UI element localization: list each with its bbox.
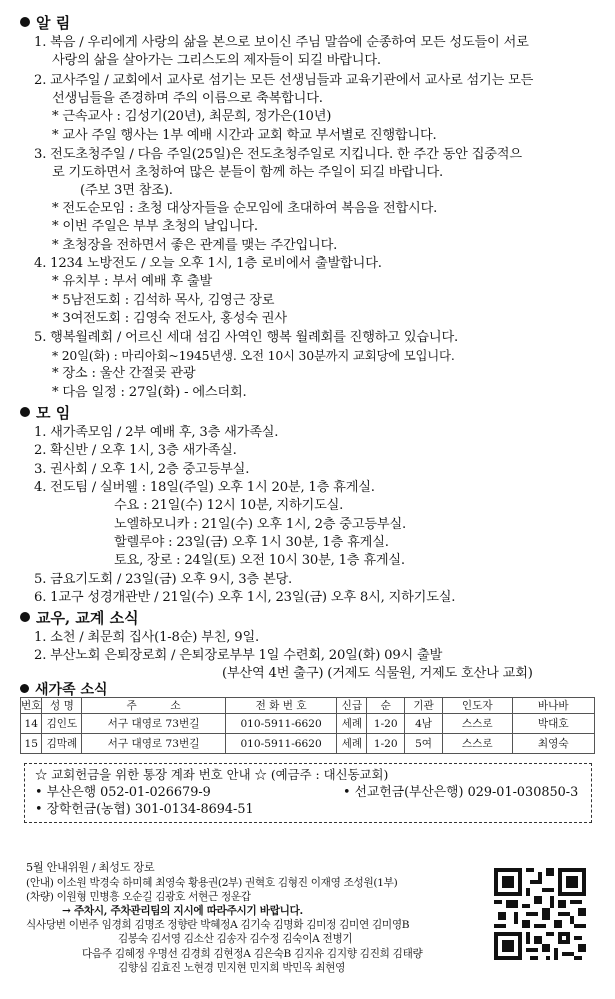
meeting-line: 할렐루야 : 23일(금) 오후 1시 30분, 1층 휴게실. <box>114 535 389 550</box>
notice-line: * 교사 주일 행사는 1부 예배 시간과 교회 학교 부서별로 진행합니다. <box>52 128 437 143</box>
footer-line: 김봉숙 김서영 김소산 김송자 김수정 김숙이A 전병기 <box>118 933 353 945</box>
account-item: • 선교헌금(부산은행) 029-01-030850-3 <box>343 785 579 800</box>
bullet-dot-icon <box>20 407 30 417</box>
qr-code-icon <box>494 868 586 960</box>
notice-line: 사랑의 삶을 살아가는 그리스도의 제자들이 되길 바랍니다. <box>52 53 381 68</box>
table-header: 주 소 <box>82 698 225 714</box>
notice-line: * 전도순모임 : 초청 대상자들을 순모임에 초대하여 복음을 전합시다. <box>52 201 438 216</box>
table-cell: 김막례 <box>42 734 82 754</box>
news-line: (부산역 4번 출구) (거제도 식물원, 거제도 호산나 교회) <box>222 666 533 681</box>
notice-line: 1. 복음 / 우리에게 사랑의 삶을 본으로 보이신 주님 말씀에 순종하여 모든 성도들이 서로 <box>34 35 529 50</box>
table-cell: 1-20 <box>367 734 405 754</box>
bullet-dot-icon <box>20 684 29 693</box>
section-church-news-title: 교우, 교계 소식 <box>20 609 139 627</box>
footer-line: 식사당번 이번주 임경희 김명조 정향란 박혜정A 김기숙 김명화 김미정 김미연 김미영B <box>26 919 410 931</box>
table-cell: 1-20 <box>367 714 405 734</box>
table-cell: 5여 <box>405 734 443 754</box>
section-new-family-title: 새가족 소식 <box>20 681 108 699</box>
notice-line: 3. 전도초청주일 / 다음 주일(25일)은 전도초청주일로 지킵니다. 한 주간 동안 집중적으 <box>34 147 522 162</box>
notice-line: * 이번 주일은 부부 초청의 날입니다. <box>52 219 258 234</box>
bullet-dot-icon <box>20 612 30 622</box>
news-line: 1. 소천 / 최문희 집사(1-8순) 부친, 9일. <box>34 630 260 645</box>
table-header: 성 명 <box>42 698 82 714</box>
table-cell: 14 <box>21 714 42 734</box>
account-info-title: ☆ 교회헌금을 위한 통장 계좌 번호 안내 ☆ (예금주 : 대신동교회) <box>35 767 389 782</box>
notice-line: * 3여전도회 : 김영숙 전도사, 홍성숙 권사 <box>52 311 287 326</box>
notice-line: * 다음 일정 : 27일(화) - 에스더회. <box>52 385 247 400</box>
account-item: • 부산은행 052-01-026679-9 <box>35 785 211 800</box>
meeting-line: 2. 확신반 / 오후 1시, 3층 새가족실. <box>34 443 237 458</box>
meeting-line: 노엘하모니카 : 21일(수) 오후 1시, 2층 중고등부실. <box>114 517 406 532</box>
footer-parking-note: → 주차시, 주차관리팀의 지시에 따라주시기 바랍니다. <box>62 905 303 917</box>
account-info-box <box>24 763 592 823</box>
table-cell: 010-5911-6620 <box>225 714 337 734</box>
table-cell: 스스로 <box>442 714 512 734</box>
notice-line: 선생님들을 존경하며 주의 이름으로 축복합니다. <box>52 91 323 106</box>
notice-line: 로 기도하면서 초청하여 많은 분들이 함께 하는 주일이 되길 바랍니다. <box>52 165 444 180</box>
notice-line: * 20일(화) : 마리아회~1945년생. 오전 10시 30분까지 교회당에 모입니다. <box>52 348 455 363</box>
bullet-dot-icon <box>20 17 30 27</box>
notice-line: 4. 1234 노방전도 / 오늘 오후 1시, 1층 로비에서 출발합니다. <box>34 256 382 271</box>
footer-ushers-title: 5월 안내위원 / 최성도 장로 <box>26 861 155 874</box>
table-header: 번호 <box>21 698 42 714</box>
notice-line: * 초청장을 전하면서 좋은 관계를 맺는 주간입니다. <box>52 238 338 253</box>
table-cell: 15 <box>21 734 42 754</box>
notice-line: * 유치부 : 부서 예배 후 출발 <box>52 274 212 289</box>
table-header: 신급 <box>337 698 367 714</box>
section-notices-title: 알 림 <box>20 14 70 32</box>
notice-line: 5. 행복월례회 / 어르신 세대 섬김 사역인 행복 월례회를 진행하고 있습니다. <box>34 330 458 345</box>
meeting-line: 1. 새가족모임 / 2부 예배 후, 3층 새가족실. <box>34 425 279 440</box>
news-line: 2. 부산노회 은퇴장로회 / 은퇴장로부부 1일 수련회, 20일(화) 09시 출발 <box>34 648 443 663</box>
table-header: 기관 <box>405 698 443 714</box>
footer-line: (안내) 이소원 박경숙 하미혜 최영숙 황용권(2부) 권혁호 김형진 이재영 조성원(1부) <box>26 877 398 889</box>
table-row <box>21 714 595 734</box>
table-cell: 세례 <box>337 734 367 754</box>
footer-line: 김향심 김효진 노현경 민지현 민지희 박민옥 최현영 <box>118 962 346 974</box>
table-cell: 서구 대영로 73번길 <box>82 714 225 734</box>
table-header: 전 화 번 호 <box>225 698 337 714</box>
notice-line: * 5남전도회 : 김석하 목사, 김영근 장로 <box>52 293 275 308</box>
meeting-line: 토요, 장로 : 24일(토) 오전 10시 30분, 1층 휴게실. <box>114 553 405 568</box>
table-header: 바나바 <box>512 698 594 714</box>
new-family-table <box>20 697 595 754</box>
table-cell: 010-5911-6620 <box>225 734 337 754</box>
meeting-line: 4. 전도팀 / 실버웰 : 18일(주일) 오후 1시 20분, 1층 휴게실. <box>34 480 375 495</box>
notice-line: * 근속교사 : 김성기(20년), 최문희, 정가은(10년) <box>52 109 332 124</box>
table-header-row <box>21 698 595 714</box>
table-row <box>21 734 595 754</box>
table-cell: 김인도 <box>42 714 82 734</box>
table-cell: 세례 <box>337 714 367 734</box>
meeting-line: 5. 금요기도회 / 23일(금) 오후 9시, 3층 본당. <box>34 572 293 587</box>
notice-line: 2. 교사주일 / 교회에서 교사로 섬기는 모든 선생님들과 교육기관에서 교사로 섬기는 모든 <box>34 73 534 88</box>
table-header: 인도자 <box>442 698 512 714</box>
meeting-line: 3. 권사회 / 오후 1시, 2층 중고등부실. <box>34 462 250 477</box>
meeting-line: 수요 : 21일(수) 12시 10분, 지하기도실. <box>114 498 344 513</box>
table-cell: 박대호 <box>512 714 594 734</box>
table-cell: 스스로 <box>442 734 512 754</box>
footer-line: (차량) 이원형 민병흥 오순길 김광호 서현근 정운갑 <box>26 891 251 903</box>
table-cell: 4남 <box>405 714 443 734</box>
account-item: • 장학헌금(농협) 301-0134-8694-51 <box>35 802 254 817</box>
notice-line: (주보 3면 참조). <box>80 183 173 198</box>
notice-line: * 장소 : 울산 간절곶 관광 <box>52 366 196 381</box>
table-cell: 서구 대영로 73번길 <box>82 734 225 754</box>
section-meetings-title: 모 임 <box>20 404 70 422</box>
meeting-line: 6. 1교구 성경개관반 / 21일(수) 오후 1시, 23일(금) 오후 8시, 지하기도실. <box>34 590 456 605</box>
table-cell: 최영숙 <box>512 734 594 754</box>
table-header: 순 <box>367 698 405 714</box>
footer-line: 다음주 김혜정 우명선 김경희 김현정A 김은숙B 김지유 김지향 김진희 김태량 <box>82 948 423 960</box>
